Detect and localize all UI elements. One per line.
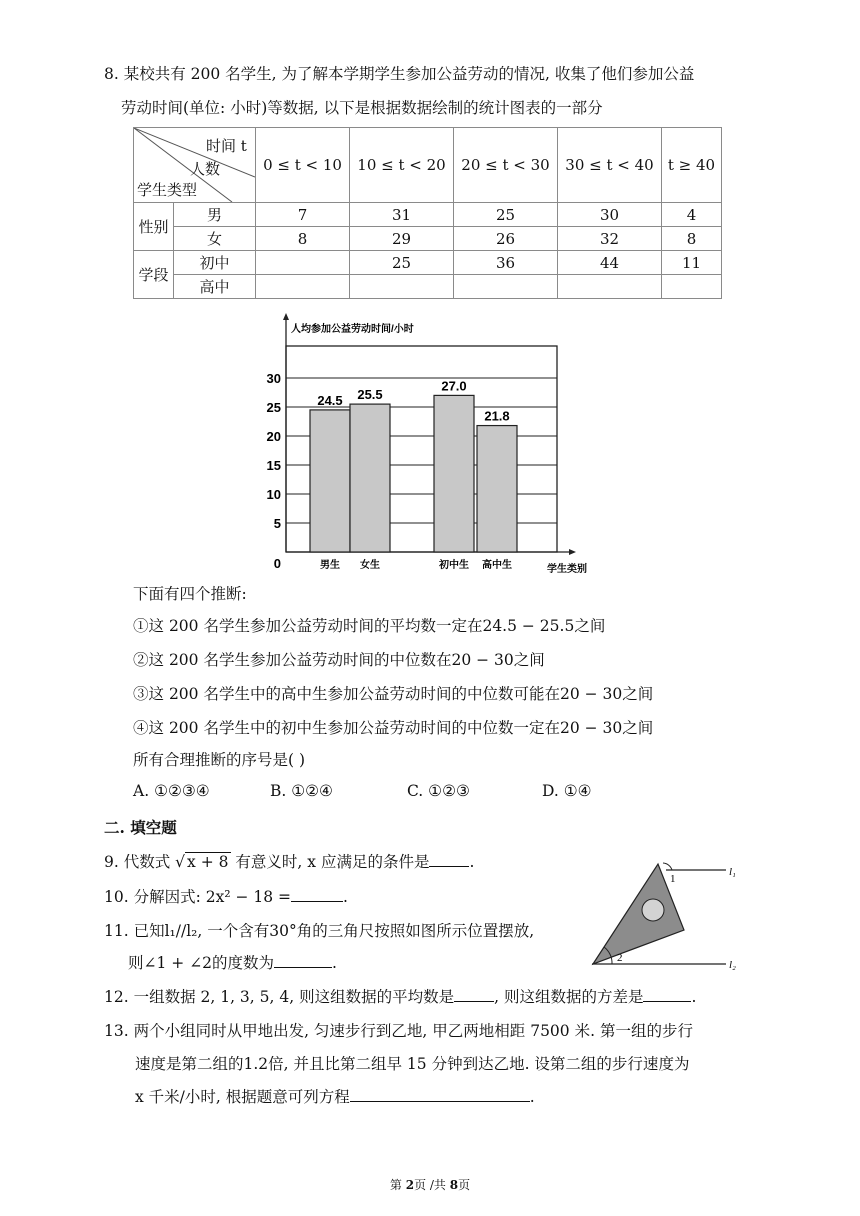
table-cell: [558, 275, 662, 299]
statement-text: 这 200 名学生参加公益劳动时间的平均数一定在24.5 − 25.5之间: [148, 617, 606, 635]
answer-blank[interactable]: [429, 852, 469, 867]
bar: [310, 410, 350, 552]
statement-text: 这 200 名学生中的初中生参加公益劳动时间的中位数一定在20 − 30之间: [148, 719, 654, 737]
bar: [350, 404, 390, 552]
option-marks: ①②③: [428, 782, 470, 800]
statement-1: [133, 614, 605, 636]
group-gender-label: 性别: [134, 203, 174, 251]
option-letter: A.: [133, 782, 150, 800]
data-label: 21.8: [484, 408, 510, 424]
table-cell: [454, 275, 558, 299]
col-header: t ≥ 40: [662, 128, 722, 203]
row-label: 女: [174, 227, 256, 251]
table-cell: 30: [558, 203, 662, 227]
page-footer: [0, 1176, 860, 1193]
y-tick-label: 15: [266, 458, 281, 473]
section-heading: 二. 填空题: [104, 818, 177, 837]
table-cell: 8: [256, 227, 350, 251]
table-cell: [350, 275, 454, 299]
table-cell: 25: [454, 203, 558, 227]
group-stage-label: 学段: [134, 251, 174, 299]
data-label: 25.5: [357, 387, 383, 403]
data-label: 24.5: [317, 392, 343, 408]
statement-4: [133, 716, 653, 738]
table-cell: 32: [558, 227, 662, 251]
statement-number: ③: [133, 685, 149, 703]
table-cell: [256, 251, 350, 275]
answer-blank[interactable]: [643, 987, 691, 1002]
option-marks: ①④: [563, 782, 592, 800]
option-d[interactable]: [542, 782, 592, 800]
corner-time-label: 时间 t: [206, 137, 247, 155]
table-cell: 36: [454, 251, 558, 275]
answer-blank[interactable]: [350, 1087, 530, 1102]
footer-page: 2: [405, 1178, 415, 1192]
q8-line2: 劳动时间(单位: 小时)等数据, 以下是根据数据绘制的统计图表的一部分: [121, 99, 603, 117]
statement-text: 这 200 名学生中的高中生参加公益劳动时间的中位数可能在20 − 30之间: [148, 685, 654, 703]
corner-type-label: 学生类型: [137, 181, 198, 199]
q13-line3: [135, 1085, 535, 1107]
statement-number: ④: [133, 719, 149, 737]
option-a[interactable]: [133, 782, 210, 800]
table-cell: 29: [350, 227, 454, 251]
footer-pre: 第: [389, 1178, 406, 1192]
q11-line2-text: 则∠1 + ∠2的度数为: [128, 954, 275, 972]
bar: [434, 395, 474, 552]
statement-number: ②: [133, 651, 149, 669]
q9-end: .: [469, 853, 475, 871]
option-marks: ①②④: [291, 782, 333, 800]
table-cell: 44: [558, 251, 662, 275]
statement-3: [133, 682, 653, 704]
table-cell: 7: [256, 203, 350, 227]
footer-total: 8: [449, 1178, 459, 1192]
option-letter: C.: [407, 782, 424, 800]
table-cell: 11: [662, 251, 722, 275]
option-b[interactable]: [270, 782, 333, 800]
y-tick-label: 0: [273, 556, 281, 571]
y-tick-label: 30: [266, 371, 281, 386]
q12-end: .: [691, 988, 697, 1006]
table-cell: 8: [662, 227, 722, 251]
table-cell: [662, 275, 722, 299]
sqrt-sign: √: [175, 853, 186, 871]
q13-line3-text: x 千米/小时, 根据题意可列方程: [135, 1088, 350, 1106]
q10: [104, 885, 348, 907]
row-label: 男: [174, 203, 256, 227]
q10-end: .: [343, 888, 348, 906]
col-header: 30 ≤ t < 40: [558, 128, 662, 203]
option-c[interactable]: [407, 782, 470, 800]
q11-end: .: [332, 954, 337, 972]
q13-line1: 13. 两个小组同时从甲地出发, 匀速步行到乙地, 甲乙两地相距 7500 米. 第一组的步行: [104, 1022, 693, 1040]
table-corner-cell: [134, 128, 256, 203]
q8-ask: 所有合理推断的序号是( ): [133, 751, 306, 769]
angle1-arc: [663, 863, 672, 870]
bar-chart: [255, 312, 615, 578]
table-cell: 4: [662, 203, 722, 227]
q12: [104, 985, 696, 1007]
l1-label: l₁: [729, 866, 736, 878]
answer-blank[interactable]: [454, 987, 494, 1002]
stats-table: [133, 127, 722, 299]
q9-post: 有意义时, x 应满足的条件是: [230, 853, 430, 871]
category-label: 女生: [360, 560, 380, 571]
angle1-label: 1: [670, 873, 676, 885]
footer-post: 页: [458, 1178, 471, 1192]
bar: [477, 426, 517, 552]
x-axis-title: 学生类别: [547, 564, 587, 575]
y-tick-label: 10: [266, 487, 281, 502]
option-letter: B.: [270, 782, 287, 800]
col-header: 10 ≤ t < 20: [350, 128, 454, 203]
l2-label: l₂: [729, 959, 736, 970]
q13-end: .: [529, 1088, 535, 1106]
x-axis-arrow: [569, 549, 576, 555]
footer-mid: 页 /共: [414, 1178, 450, 1192]
q9-pre: 9. 代数式: [104, 853, 176, 871]
table-cell: [256, 275, 350, 299]
q8-line1: 8. 某校共有 200 名学生, 为了解本学期学生参加公益劳动的情况, 收集了他们参加公益: [104, 65, 695, 83]
option-marks: ①②③④: [154, 782, 210, 800]
category-label: 初中生: [439, 560, 469, 571]
y-tick-label: 25: [266, 400, 281, 415]
triangle-ruler-figure: [590, 860, 750, 970]
statement-text: 这 200 名学生参加公益劳动时间的中位数在20 − 30之间: [148, 651, 545, 669]
q13-line2: 速度是第二组的1.2倍, 并且比第二组早 15 分钟到达乙地. 设第二组的步行速度为: [135, 1055, 690, 1073]
row-label: 初中: [174, 251, 256, 275]
answer-blank[interactable]: [274, 953, 332, 968]
col-header: 0 ≤ t < 10: [256, 128, 350, 203]
y-axis-title: 人均参加公益劳动时间/小时: [291, 324, 414, 335]
q11-line1: 11. 已知l₁//l₂, 一个含有30°角的三角尺按照如图所示位置摆放,: [104, 922, 535, 940]
y-axis-arrow: [283, 313, 289, 320]
y-tick-label: 20: [266, 429, 281, 444]
ruler-hole: [642, 899, 664, 921]
option-letter: D.: [542, 782, 559, 800]
q8-intro: 下面有四个推断:: [133, 585, 247, 603]
table-cell: 25: [350, 251, 454, 275]
q10-pre: 10. 分解因式: 2x² − 18 =: [104, 888, 292, 906]
sqrt-radicand: x + 8: [187, 853, 229, 871]
y-tick-label: 5: [273, 516, 281, 531]
statement-number: ①: [133, 617, 149, 635]
category-label: 高中生: [482, 560, 512, 571]
q9: [104, 850, 474, 872]
table-cell: 31: [350, 203, 454, 227]
q11-line2: [128, 951, 337, 973]
statement-2: [133, 648, 545, 670]
angle2-label: 2: [617, 952, 623, 964]
q12-mid: , 则这组数据的方差是: [494, 988, 644, 1006]
category-label: 男生: [320, 560, 340, 571]
col-header: 20 ≤ t < 30: [454, 128, 558, 203]
q12-pre: 12. 一组数据 2, 1, 3, 5, 4, 则这组数据的平均数是: [104, 988, 455, 1006]
corner-count-label: 人数: [190, 160, 221, 178]
data-label: 27.0: [441, 378, 467, 394]
table-cell: 26: [454, 227, 558, 251]
row-label: 高中: [174, 275, 256, 299]
answer-blank[interactable]: [291, 887, 343, 902]
